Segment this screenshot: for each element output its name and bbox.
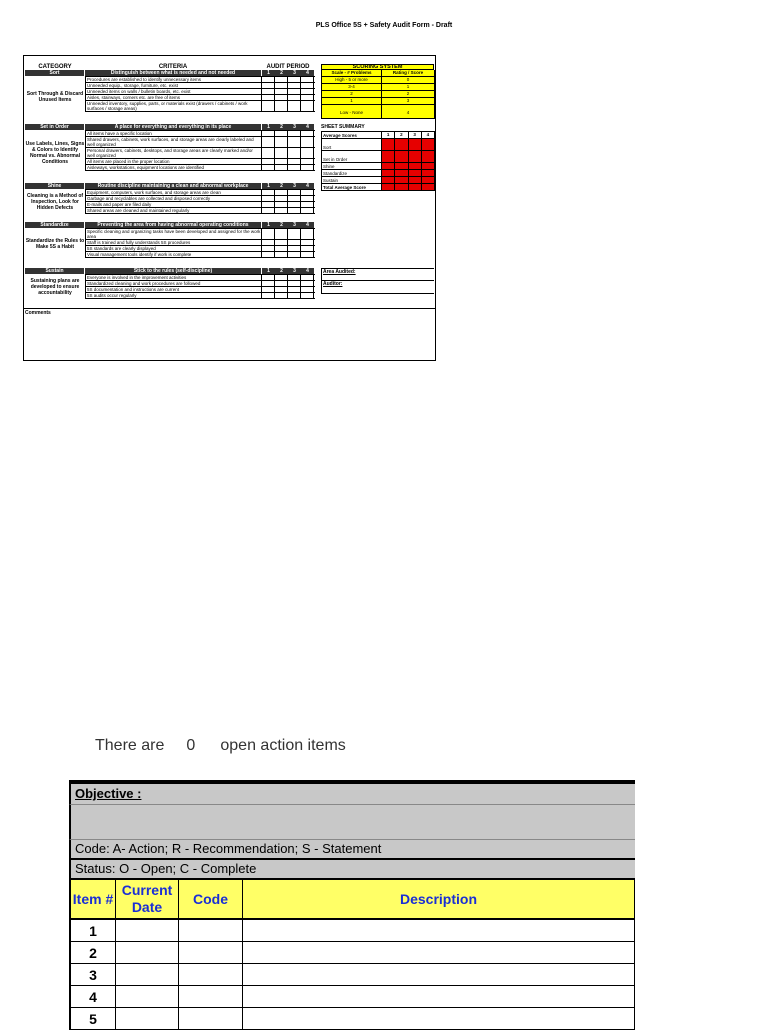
scoring-header-row bbox=[322, 70, 435, 77]
criteria-text: 5S audits occur regularly bbox=[86, 293, 262, 298]
scoring-system-table bbox=[321, 70, 435, 119]
period-number: 2 bbox=[280, 222, 283, 228]
summary-total-row bbox=[322, 184, 435, 191]
score-cell[interactable] bbox=[262, 83, 275, 88]
summary-score bbox=[409, 163, 422, 169]
open-items-prefix: There are bbox=[95, 737, 165, 754]
objective-field[interactable] bbox=[69, 805, 635, 840]
objective-row bbox=[69, 784, 635, 805]
score-cell[interactable] bbox=[288, 131, 301, 136]
score-cell[interactable] bbox=[275, 246, 288, 251]
period-number: 4 bbox=[306, 183, 309, 189]
open-items-suffix: open action items bbox=[220, 737, 346, 754]
period-number: 4 bbox=[306, 70, 309, 76]
open-items-count: 0 bbox=[186, 737, 196, 754]
score-cell[interactable] bbox=[301, 202, 314, 207]
section-set-in-order-description: Use Labels, Lines, Signs & Colors to Identify Normal vs. Abnormal Conditions bbox=[25, 141, 85, 165]
summary-label: Sort bbox=[322, 139, 382, 150]
scale-cell: Low - None bbox=[322, 105, 382, 118]
period-number: 1 bbox=[267, 124, 270, 130]
scoring-row bbox=[322, 84, 435, 91]
criteria-text: Aisleways, workstations, equipment locations are identified bbox=[86, 165, 262, 170]
criteria-header: CRITERIA bbox=[158, 64, 188, 70]
criteria-row bbox=[85, 137, 315, 148]
summary-score bbox=[382, 170, 395, 176]
criteria-text: Shared areas are cleaned and maintained regularly bbox=[86, 208, 262, 213]
score-cell[interactable] bbox=[275, 159, 288, 164]
score-cell[interactable] bbox=[262, 165, 275, 170]
section-shine-description: Cleaning is a Method of Inspection, Look for Hidden Defects bbox=[26, 193, 84, 211]
criteria-row bbox=[85, 229, 315, 240]
objective-label: Objective : bbox=[75, 786, 142, 801]
period-number: 3 bbox=[409, 132, 422, 138]
period-number: 3 bbox=[293, 268, 296, 274]
item-number: 2 bbox=[71, 942, 116, 963]
summary-score bbox=[395, 184, 408, 190]
score-cell[interactable] bbox=[275, 275, 288, 280]
criteria-row bbox=[85, 148, 315, 159]
score-cell[interactable] bbox=[301, 148, 314, 158]
criteria-text: Staff is trained and fully understands 5S procedures bbox=[86, 240, 262, 245]
score-cell[interactable] bbox=[301, 159, 314, 164]
score-cell[interactable] bbox=[301, 229, 314, 239]
scoring-row bbox=[322, 91, 435, 98]
code-cell[interactable] bbox=[179, 1008, 243, 1029]
score-cell[interactable] bbox=[262, 287, 275, 292]
section-standardize-criteria bbox=[85, 228, 315, 258]
section-sustain-principle: Stick to the rules (self-discipline) bbox=[85, 268, 261, 274]
criteria-text: Procedures are established to identify unnecessary items bbox=[86, 77, 262, 82]
score-cell[interactable] bbox=[262, 77, 275, 82]
summary-row bbox=[322, 151, 435, 163]
scale-cell: 1 bbox=[322, 98, 382, 104]
scale-cell: 3-4 bbox=[322, 84, 382, 90]
score-cell[interactable] bbox=[275, 89, 288, 94]
summary-score bbox=[422, 170, 435, 176]
area-audited-field[interactable] bbox=[321, 268, 434, 281]
period-number: 2 bbox=[395, 132, 408, 138]
summary-score bbox=[409, 139, 422, 150]
summary-header-row bbox=[322, 132, 435, 139]
score-cell[interactable] bbox=[275, 229, 288, 239]
score-cell[interactable] bbox=[288, 252, 301, 257]
description-header: Description bbox=[243, 880, 635, 918]
description-cell[interactable] bbox=[243, 1008, 635, 1029]
scoring-row bbox=[322, 77, 435, 84]
period-number: 2 bbox=[280, 124, 283, 130]
summary-score bbox=[409, 177, 422, 183]
auditor-field[interactable] bbox=[321, 281, 434, 294]
criteria-text: Everyone is involved in the improvement activities bbox=[86, 275, 262, 280]
score-cell[interactable] bbox=[301, 287, 314, 292]
score-cell[interactable] bbox=[275, 281, 288, 286]
period-number: 4 bbox=[422, 132, 435, 138]
score-cell[interactable] bbox=[275, 83, 288, 88]
period-number: 3 bbox=[293, 70, 296, 76]
score-cell[interactable] bbox=[288, 229, 301, 239]
table-row bbox=[69, 942, 635, 964]
summary-row bbox=[322, 163, 435, 170]
category-header: CATEGORY bbox=[38, 64, 72, 70]
summary-label: Shine bbox=[322, 163, 382, 169]
period-number: 2 bbox=[280, 70, 283, 76]
current-date-header: Current Date bbox=[116, 880, 179, 918]
summary-row bbox=[322, 177, 435, 184]
date-cell[interactable] bbox=[116, 942, 179, 963]
period-number: 3 bbox=[293, 124, 296, 130]
section-set-in-order-title: Set in Order bbox=[25, 124, 84, 130]
period-number: 1 bbox=[267, 268, 270, 274]
score-cell[interactable] bbox=[262, 95, 275, 100]
score-cell[interactable] bbox=[301, 190, 314, 195]
summary-score bbox=[422, 139, 435, 150]
score-cell[interactable] bbox=[275, 190, 288, 195]
summary-score bbox=[422, 184, 435, 190]
score-cell[interactable] bbox=[262, 293, 275, 298]
score-cell[interactable] bbox=[262, 275, 275, 280]
score-cell[interactable] bbox=[275, 131, 288, 136]
item-number-header: Item # bbox=[71, 880, 116, 918]
score-cell[interactable] bbox=[275, 293, 288, 298]
criteria-text: Aisles, stairways, corners etc. are free of items bbox=[86, 95, 262, 100]
criteria-text: Shared drawers, cabinets, work surfaces, and storage areas are clearly labeled and well organized bbox=[86, 137, 262, 147]
score-cell[interactable] bbox=[301, 89, 314, 94]
period-number: 2 bbox=[280, 183, 283, 189]
score-cell[interactable] bbox=[275, 101, 288, 111]
comments-label: Comments bbox=[25, 310, 51, 316]
score-cell[interactable] bbox=[275, 208, 288, 213]
score-cell[interactable] bbox=[262, 101, 275, 111]
score-cell[interactable] bbox=[262, 148, 275, 158]
score-cell[interactable] bbox=[275, 252, 288, 257]
score-cell[interactable] bbox=[288, 293, 301, 298]
criteria-text: Equipment, computers, work surfaces, and storage areas are clean bbox=[86, 190, 262, 195]
scale-header: Scale - # Problems bbox=[322, 70, 382, 76]
table-row bbox=[69, 986, 635, 1008]
score-cell[interactable] bbox=[262, 246, 275, 251]
rating-cell: 1 bbox=[382, 84, 435, 90]
section-sort-principle: Distinguish between what is needed and not needed bbox=[85, 70, 261, 76]
summary-score bbox=[382, 151, 395, 162]
section-sort-description: Sort Through & Discard Unused Items bbox=[26, 91, 84, 103]
criteria-row bbox=[85, 293, 315, 299]
score-cell[interactable] bbox=[275, 165, 288, 170]
code-cell[interactable] bbox=[179, 942, 243, 963]
score-cell[interactable] bbox=[288, 240, 301, 245]
score-cell[interactable] bbox=[275, 287, 288, 292]
summary-score bbox=[422, 151, 435, 162]
summary-score bbox=[409, 170, 422, 176]
score-cell[interactable] bbox=[288, 137, 301, 147]
score-cell[interactable] bbox=[288, 159, 301, 164]
summary-score bbox=[395, 163, 408, 169]
score-cell[interactable] bbox=[288, 287, 301, 292]
score-cell[interactable] bbox=[262, 190, 275, 195]
section-set-in-order-criteria bbox=[85, 130, 315, 171]
period-number: 4 bbox=[306, 124, 309, 130]
comments-box[interactable] bbox=[24, 308, 435, 360]
summary-score bbox=[382, 163, 395, 169]
section-sustain-criteria bbox=[85, 274, 315, 299]
description-cell[interactable] bbox=[243, 920, 635, 941]
score-cell[interactable] bbox=[262, 252, 275, 257]
score-cell[interactable] bbox=[288, 89, 301, 94]
score-cell[interactable] bbox=[275, 95, 288, 100]
section-sustain-description: Sustaining plans are developed to ensure accountability bbox=[30, 278, 80, 296]
section-shine-criteria bbox=[85, 189, 315, 214]
rating-cell: 2 bbox=[382, 91, 435, 97]
criteria-text: Personal drawers, cabinets, desktops, and storage areas are clearly marked and/or well organized bbox=[86, 148, 262, 158]
scoring-row bbox=[322, 98, 435, 105]
rating-cell: 4 bbox=[382, 105, 435, 118]
summary-score bbox=[409, 184, 422, 190]
score-cell[interactable] bbox=[288, 190, 301, 195]
table-row bbox=[69, 1008, 635, 1030]
score-cell[interactable] bbox=[262, 131, 275, 136]
code-header: Code bbox=[179, 880, 243, 918]
score-cell[interactable] bbox=[275, 196, 288, 201]
score-cell[interactable] bbox=[262, 159, 275, 164]
criteria-text: All items have a specific location bbox=[86, 131, 262, 136]
score-cell[interactable] bbox=[262, 208, 275, 213]
description-cell[interactable] bbox=[243, 964, 635, 985]
section-sustain-title: Sustain bbox=[25, 268, 84, 274]
score-cell[interactable] bbox=[262, 137, 275, 147]
score-cell[interactable] bbox=[262, 89, 275, 94]
score-cell[interactable] bbox=[288, 275, 301, 280]
score-cell[interactable] bbox=[288, 77, 301, 82]
sheet-summary-title: SHEET SUMMARY bbox=[321, 124, 365, 130]
score-cell[interactable] bbox=[301, 252, 314, 257]
period-number: 3 bbox=[293, 222, 296, 228]
description-cell[interactable] bbox=[243, 986, 635, 1007]
score-cell[interactable] bbox=[301, 95, 314, 100]
score-cell[interactable] bbox=[288, 95, 301, 100]
score-cell[interactable] bbox=[301, 77, 314, 82]
section-shine-principle: Routine discipline maintaining a clean and abnormal workplace bbox=[85, 183, 261, 189]
open-items-summary bbox=[95, 737, 346, 755]
criteria-text: 5S standards are clearly displayed bbox=[86, 246, 262, 251]
criteria-text: E-mails and paper are filed daily bbox=[86, 202, 262, 207]
criteria-text: All items are placed in the proper location bbox=[86, 159, 262, 164]
section-standardize-description: Standardize the Rules to Make 5S a Habit bbox=[25, 238, 85, 250]
score-cell[interactable] bbox=[275, 240, 288, 245]
score-cell[interactable] bbox=[301, 281, 314, 286]
rating-header: Rating / Score bbox=[382, 70, 435, 76]
score-cell[interactable] bbox=[262, 229, 275, 239]
section-sort-title: Sort bbox=[25, 70, 84, 76]
date-cell[interactable] bbox=[116, 920, 179, 941]
period-number: 1 bbox=[267, 70, 270, 76]
score-cell[interactable] bbox=[288, 101, 301, 111]
score-cell[interactable] bbox=[262, 196, 275, 201]
table-header-row bbox=[69, 880, 635, 920]
period-number: 1 bbox=[382, 132, 395, 138]
summary-label: Set in Order bbox=[322, 151, 382, 162]
code-cell[interactable] bbox=[179, 964, 243, 985]
period-number: 4 bbox=[306, 222, 309, 228]
summary-score bbox=[382, 184, 395, 190]
summary-score bbox=[409, 151, 422, 162]
score-cell[interactable] bbox=[301, 246, 314, 251]
criteria-text: Unneeded inventory, supplies, parts, or materials exist (drawers / cabinets / work surfaces / storage areas) bbox=[86, 101, 262, 111]
item-number: 1 bbox=[71, 920, 116, 941]
summary-score bbox=[422, 177, 435, 183]
score-cell[interactable] bbox=[301, 101, 314, 111]
date-cell[interactable] bbox=[116, 1008, 179, 1029]
section-standardize-title: Standardize bbox=[25, 222, 84, 228]
score-cell[interactable] bbox=[301, 83, 314, 88]
date-cell[interactable] bbox=[116, 986, 179, 1007]
auditor-label: Auditor: bbox=[323, 281, 343, 287]
criteria-text: 5S documentation and instructions are current bbox=[86, 287, 262, 292]
summary-row bbox=[322, 139, 435, 151]
score-cell[interactable] bbox=[262, 240, 275, 245]
score-cell[interactable] bbox=[275, 77, 288, 82]
period-number: 3 bbox=[293, 183, 296, 189]
summary-score bbox=[395, 170, 408, 176]
score-cell[interactable] bbox=[288, 165, 301, 170]
summary-score bbox=[395, 151, 408, 162]
score-cell[interactable] bbox=[275, 148, 288, 158]
rating-cell: 0 bbox=[382, 77, 435, 83]
criteria-text: Unneeded items on walls / bulletin boards, etc. exist bbox=[86, 89, 262, 94]
code-cell[interactable] bbox=[179, 920, 243, 941]
section-set-in-order-principle: A place for everything and everything in its place bbox=[85, 124, 261, 130]
criteria-row bbox=[85, 101, 315, 112]
summary-label: Sustain bbox=[322, 177, 382, 183]
score-cell[interactable] bbox=[288, 208, 301, 213]
sheet-summary-table bbox=[321, 131, 435, 191]
score-cell[interactable] bbox=[288, 281, 301, 286]
summary-score bbox=[422, 163, 435, 169]
scoring-row bbox=[322, 105, 435, 119]
criteria-row bbox=[85, 208, 315, 214]
scale-cell: 2 bbox=[322, 91, 382, 97]
section-shine-title: Shine bbox=[25, 183, 84, 189]
table-row bbox=[69, 920, 635, 942]
criteria-text: Standardized cleaning and work procedures are followed bbox=[86, 281, 262, 286]
section-sort-criteria bbox=[85, 76, 315, 112]
total-average-label: Total Average Score bbox=[322, 184, 382, 190]
rating-cell: 3 bbox=[382, 98, 435, 104]
criteria-row bbox=[85, 165, 315, 171]
audit-period-header: AUDIT PERIOD bbox=[266, 64, 310, 70]
audit-form bbox=[23, 55, 436, 361]
area-audited-label: Area Audited: bbox=[323, 269, 356, 275]
code-legend: Code: A- Action; R - Recommendation; S - Statement bbox=[69, 840, 635, 860]
action-items-table bbox=[69, 780, 635, 1030]
scoring-system-title: SCORING SYSTEM bbox=[321, 64, 434, 70]
score-cell[interactable] bbox=[288, 246, 301, 251]
score-cell[interactable] bbox=[301, 293, 314, 298]
score-cell[interactable] bbox=[275, 137, 288, 147]
item-number: 4 bbox=[71, 986, 116, 1007]
summary-score bbox=[382, 139, 395, 150]
score-cell[interactable] bbox=[301, 208, 314, 213]
code-cell[interactable] bbox=[179, 986, 243, 1007]
criteria-text: Garbage and recyclables are collected and disposed correctly bbox=[86, 196, 262, 201]
criteria-row bbox=[85, 252, 315, 258]
criteria-text: Visual management tools identify if work is complete bbox=[86, 252, 262, 257]
score-cell[interactable] bbox=[288, 83, 301, 88]
period-number: 4 bbox=[306, 268, 309, 274]
score-cell[interactable] bbox=[262, 202, 275, 207]
period-number: 1 bbox=[267, 183, 270, 189]
score-cell[interactable] bbox=[301, 165, 314, 170]
section-standardize-principle: Preventing the area from having abnormal operating conditions bbox=[85, 222, 261, 228]
criteria-text: Specific cleaning and organizing tasks have been developed and assigned for the work area bbox=[87, 229, 261, 239]
period-number: 1 bbox=[267, 222, 270, 228]
score-cell[interactable] bbox=[288, 148, 301, 158]
score-cell[interactable] bbox=[301, 137, 314, 147]
status-legend: Status: O - Open; C - Complete bbox=[69, 860, 635, 880]
score-cell[interactable] bbox=[301, 196, 314, 201]
score-cell[interactable] bbox=[301, 240, 314, 245]
summary-score bbox=[395, 177, 408, 183]
score-cell[interactable] bbox=[301, 275, 314, 280]
summary-score bbox=[395, 139, 408, 150]
score-cell[interactable] bbox=[288, 196, 301, 201]
item-number: 5 bbox=[71, 1008, 116, 1029]
summary-label: Standardize bbox=[322, 170, 382, 176]
description-cell[interactable] bbox=[243, 942, 635, 963]
score-cell[interactable] bbox=[275, 202, 288, 207]
summary-score bbox=[382, 177, 395, 183]
criteria-text: Unneeded equip., storage, furniture, etc. exist bbox=[86, 83, 262, 88]
document-title: PLS Office 5S + Safety Audit Form - Draft bbox=[315, 22, 453, 29]
scale-cell: High - 5 or more bbox=[322, 77, 382, 83]
item-number: 3 bbox=[71, 964, 116, 985]
score-cell[interactable] bbox=[301, 131, 314, 136]
average-scores-label: Average Scores bbox=[322, 132, 382, 138]
score-cell[interactable] bbox=[262, 281, 275, 286]
period-number: 2 bbox=[280, 268, 283, 274]
score-cell[interactable] bbox=[288, 202, 301, 207]
date-cell[interactable] bbox=[116, 964, 179, 985]
summary-row bbox=[322, 170, 435, 177]
table-row bbox=[69, 964, 635, 986]
